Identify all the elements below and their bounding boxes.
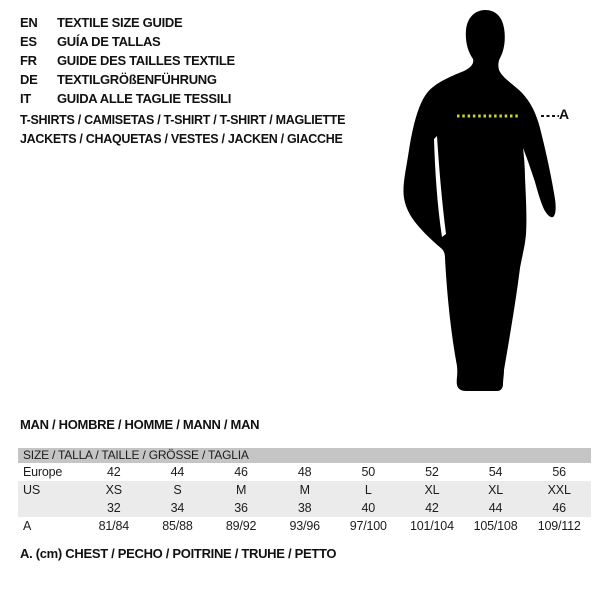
size-cell: XL xyxy=(488,483,503,497)
category-list xyxy=(20,111,345,149)
measurement-footnote: A. (cm) CHEST / PECHO / POITRINE / TRUHE / PETTO xyxy=(20,546,337,561)
language-list xyxy=(20,13,235,108)
row-label xyxy=(18,499,82,517)
size-cell: 54 xyxy=(488,465,503,479)
measure-label-a: A xyxy=(559,106,569,122)
man-silhouette-figure xyxy=(398,8,568,398)
size-cell: 101/104 xyxy=(410,519,454,533)
table-row-chest-cm xyxy=(18,517,591,535)
size-cell: 34 xyxy=(170,501,185,515)
size-cell: 44 xyxy=(488,501,503,515)
size-cell: 97/100 xyxy=(349,519,387,533)
section-title-man: MAN / HOMBRE / HOMME / MANN / MAN xyxy=(20,417,260,432)
size-cell: 93/96 xyxy=(289,519,320,533)
size-cell: 38 xyxy=(297,501,312,515)
table-row-us-letters xyxy=(18,481,591,499)
category-line-jackets: JACKETS / CHAQUETAS / VESTES / JACKEN / GIACCHE xyxy=(20,132,343,146)
size-cell: XXL xyxy=(547,483,571,497)
size-cell: 89/92 xyxy=(225,519,257,533)
size-cell: 85/88 xyxy=(162,519,193,533)
language-code: FR xyxy=(20,53,37,68)
language-code: EN xyxy=(20,15,38,30)
size-cell: M xyxy=(299,483,310,497)
language-code: ES xyxy=(20,34,37,49)
language-row xyxy=(20,13,235,32)
size-cell: 56 xyxy=(552,465,566,479)
language-label: GUIDE DES TAILLES TEXTILE xyxy=(57,53,235,68)
table-row-europe xyxy=(18,463,591,481)
man-silhouette-svg xyxy=(398,8,568,398)
size-table-header: SIZE / TALLA / TAILLE / GRÖSSE / TAGLIA xyxy=(18,448,591,463)
size-cell: XL xyxy=(424,483,440,497)
language-row xyxy=(20,32,235,51)
size-cell: 42 xyxy=(425,501,439,515)
size-cell: S xyxy=(173,483,182,497)
size-cell: 48 xyxy=(297,465,312,479)
language-row xyxy=(20,51,235,70)
size-cell: 44 xyxy=(170,465,185,479)
size-cell: 36 xyxy=(234,501,248,515)
man-silhouette-shape xyxy=(403,10,555,391)
table-row-us-numbers xyxy=(18,499,591,517)
row-label: US xyxy=(23,483,40,497)
size-cell: 46 xyxy=(234,465,248,479)
size-cell: XS xyxy=(105,483,122,497)
language-code: IT xyxy=(20,91,31,106)
size-cell: 81/84 xyxy=(98,519,129,533)
size-cell: 109/112 xyxy=(537,519,581,533)
language-label: GUIDA ALLE TAGLIE TESSILI xyxy=(57,91,232,106)
row-label: Europe xyxy=(23,465,63,479)
size-cell: L xyxy=(364,483,372,497)
language-code: DE xyxy=(20,72,38,87)
row-label: A xyxy=(23,519,32,533)
size-cell: 52 xyxy=(425,465,439,479)
language-row xyxy=(20,70,235,89)
language-label: TEXTILE SIZE GUIDE xyxy=(57,15,183,30)
size-cell: 40 xyxy=(361,501,376,515)
size-cell: 50 xyxy=(361,465,376,479)
size-cell: 46 xyxy=(552,501,566,515)
size-table xyxy=(18,448,591,535)
size-cell: 105/108 xyxy=(473,519,518,533)
size-cell: M xyxy=(235,483,247,497)
language-label: GUÍA DE TALLAS xyxy=(57,34,161,49)
size-cell: 42 xyxy=(107,465,121,479)
language-label: TEXTILGRÖßENFÜHRUNG xyxy=(57,72,217,87)
category-line-tshirts: T-SHIRTS / CAMISETAS / T-SHIRT / T-SHIRT / MAGLIETTE xyxy=(20,113,346,127)
size-cell: 32 xyxy=(107,501,121,515)
language-row xyxy=(20,89,235,108)
